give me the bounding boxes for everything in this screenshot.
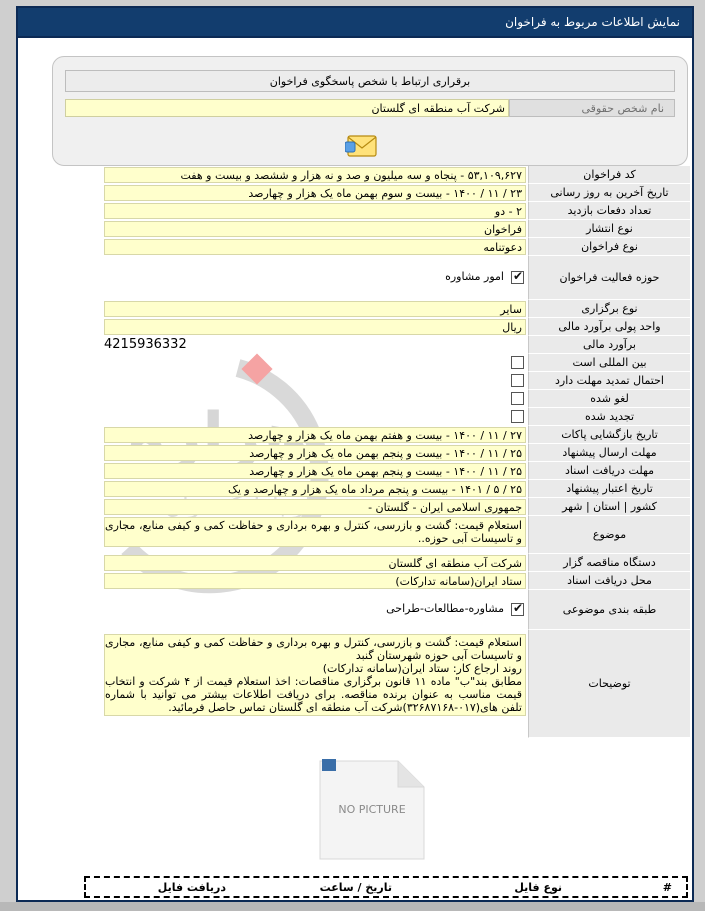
label-doc-place: محل دریافت اسناد bbox=[528, 572, 690, 590]
label-description: توضیحات bbox=[528, 630, 690, 738]
label-doc-deadline: مهلت دریافت اسناد bbox=[528, 462, 690, 480]
category-text: مشاوره-مطالعات-طراحی bbox=[386, 602, 504, 615]
value-currency: ریال bbox=[104, 319, 526, 335]
extension-checkbox[interactable] bbox=[511, 374, 524, 387]
value-opening-date: ۲۷ / ۱۱ / ۱۴۰۰ - بیست و هفتم بهمن ماه یک هزار و چهارصد bbox=[104, 427, 526, 443]
label-last-update: تاریخ آخرین به روز رسانی bbox=[528, 184, 690, 202]
category-checkbox[interactable] bbox=[511, 603, 524, 616]
label-subject: موضوع bbox=[528, 516, 690, 554]
no-picture-text: NO PICTURE bbox=[338, 803, 406, 816]
row-code bbox=[104, 166, 690, 184]
contact-row bbox=[65, 99, 675, 117]
envelope-icon[interactable] bbox=[345, 133, 379, 159]
renewed-checkbox[interactable] bbox=[511, 410, 524, 423]
row-description bbox=[104, 630, 690, 738]
row-submit-deadline bbox=[104, 444, 690, 462]
value-call-type: دعوتنامه bbox=[104, 239, 526, 255]
row-validity bbox=[104, 480, 690, 498]
contact-value: شرکت آب منطقه ای گلستان bbox=[65, 99, 509, 117]
label-submit-deadline: مهلت ارسال پیشنهاد bbox=[528, 444, 690, 462]
value-location: جمهوری اسلامی ایران - گلستان - bbox=[104, 499, 526, 515]
value-doc-place: ستاد ایران(سامانه تدارکات) bbox=[104, 573, 526, 589]
description-line: مطابق بند"ب" ماده ۱۱ قانون برگزاری مناقصات: اخذ استعلام قیمت از ۴ شرکت و انتخاب قیمت مناسب به عنوان برنده مناقصه. برای دریافت اطلاعات بیشتر می توانید با شماره تلفن های(۰۱۷-۳۲۶۸۷۱۶۸)شرکت آب منطقه ای گلستان تماس حاصل فرمائید. bbox=[105, 675, 522, 714]
value-last-update: ۲۳ / ۱۱ / ۱۴۰۰ - بیست و سوم بهمن ماه یک هزار و چهارصد bbox=[104, 185, 526, 201]
label-opening-date: تاریخ بازگشایی پاکات bbox=[528, 426, 690, 444]
value-code: ۵۳,۱۰۹,۶۲۷ - پنجاه و سه میلیون و صد و نه هزار و ششصد و بیست و هفت bbox=[104, 167, 526, 183]
activity-checkbox[interactable] bbox=[511, 271, 524, 284]
label-cancelled: لغو شده bbox=[528, 390, 690, 408]
label-activity: حوزه فعالیت فراخوان bbox=[528, 256, 690, 300]
files-col-type: نوع فایل bbox=[514, 881, 562, 894]
row-call-type bbox=[104, 238, 690, 256]
expand-icon bbox=[322, 759, 336, 771]
row-doc-place bbox=[104, 572, 690, 590]
value-validity: ۲۵ / ۵ / ۱۴۰۱ - بیست و پنجم مرداد ماه یک هزار و چهارصد و یک bbox=[104, 481, 526, 497]
row-doc-deadline bbox=[104, 462, 690, 480]
row-subject bbox=[104, 516, 690, 554]
files-col-num: # bbox=[662, 881, 672, 894]
files-col-download: دریافت فایل bbox=[157, 881, 226, 894]
description-line: استعلام قیمت: گشت و بازرسی، کنترل و بهره برداری و حفاظت کمی و کیفی منابع، مجاری و تاسیسات آبی حوزه شهرستان گنبد bbox=[105, 636, 522, 662]
row-activity bbox=[104, 256, 690, 300]
details-grid bbox=[104, 166, 690, 738]
label-international: بین المللی است bbox=[528, 354, 690, 372]
label-code: کد فراخوان bbox=[528, 166, 690, 184]
horizontal-scrollbar[interactable] bbox=[0, 902, 705, 911]
row-currency bbox=[104, 318, 690, 336]
value-submit-deadline: ۲۵ / ۱۱ / ۱۴۰۰ - بیست و پنجم بهمن ماه یک هزار و چهارصد bbox=[104, 445, 526, 461]
label-organizer: دستگاه مناقصه گزار bbox=[528, 554, 690, 572]
description-line: روند ارجاع کار: ستاد ایران(سامانه تدارکات) bbox=[322, 662, 522, 675]
row-opening-date bbox=[104, 426, 690, 444]
row-cancelled bbox=[104, 390, 690, 408]
no-picture-image bbox=[312, 753, 432, 865]
value-description bbox=[104, 634, 526, 716]
value-publish-type: فراخوان bbox=[104, 221, 526, 237]
label-location: کشور | استان | شهر bbox=[528, 498, 690, 516]
value-holding-type: سایر bbox=[104, 301, 526, 317]
contact-label: نام شخص حقوقی bbox=[509, 99, 675, 117]
activity-text: امور مشاوره bbox=[445, 270, 504, 283]
label-validity: تاریخ اعتبار پیشنهاد bbox=[528, 480, 690, 498]
value-organizer: شرکت آب منطقه ای گلستان bbox=[104, 555, 526, 571]
row-last-update bbox=[104, 184, 690, 202]
row-renewed bbox=[104, 408, 690, 426]
files-table-header bbox=[84, 876, 688, 898]
label-extension: احتمال تمدید مهلت دارد bbox=[528, 372, 690, 390]
announcement-window bbox=[16, 6, 694, 902]
value-subject: استعلام قیمت: گشت و بازرسی، کنترل و بهره برداری و حفاظت کمی و کیفی منابع، مجاری و تاسیسات آبی حوزه.. bbox=[104, 517, 526, 547]
row-publish-type bbox=[104, 220, 690, 238]
contact-panel bbox=[52, 56, 688, 166]
row-location bbox=[104, 498, 690, 516]
files-col-date: تاریخ / ساعت bbox=[319, 881, 392, 894]
row-holding-type bbox=[104, 300, 690, 318]
row-international bbox=[104, 354, 690, 372]
row-visits bbox=[104, 202, 690, 220]
row-category bbox=[104, 590, 690, 630]
label-publish-type: نوع انتشار bbox=[528, 220, 690, 238]
label-currency: واحد پولی برآورد مالی bbox=[528, 318, 690, 336]
value-doc-deadline: ۲۵ / ۱۱ / ۱۴۰۰ - بیست و پنجم بهمن ماه یک هزار و چهارصد bbox=[104, 463, 526, 479]
label-renewed: تجدید شده bbox=[528, 408, 690, 426]
label-budget: برآورد مالی bbox=[528, 336, 690, 354]
label-call-type: نوع فراخوان bbox=[528, 238, 690, 256]
value-budget: 4215936332 bbox=[104, 337, 187, 352]
row-organizer bbox=[104, 554, 690, 572]
row-budget bbox=[104, 336, 690, 354]
window-title: نمایش اطلاعات مربوط به فراخوان bbox=[18, 8, 692, 38]
row-extension bbox=[104, 372, 690, 390]
cancelled-checkbox[interactable] bbox=[511, 392, 524, 405]
value-visits: ۲ - دو bbox=[104, 203, 526, 219]
international-checkbox[interactable] bbox=[511, 356, 524, 369]
contact-header: برقراری ارتباط با شخص پاسخگوی فراخوان bbox=[65, 70, 675, 92]
label-holding-type: نوع برگزاری bbox=[528, 300, 690, 318]
label-category: طبقه بندی موضوعی bbox=[528, 590, 690, 630]
label-visits: تعداد دفعات بازدید bbox=[528, 202, 690, 220]
